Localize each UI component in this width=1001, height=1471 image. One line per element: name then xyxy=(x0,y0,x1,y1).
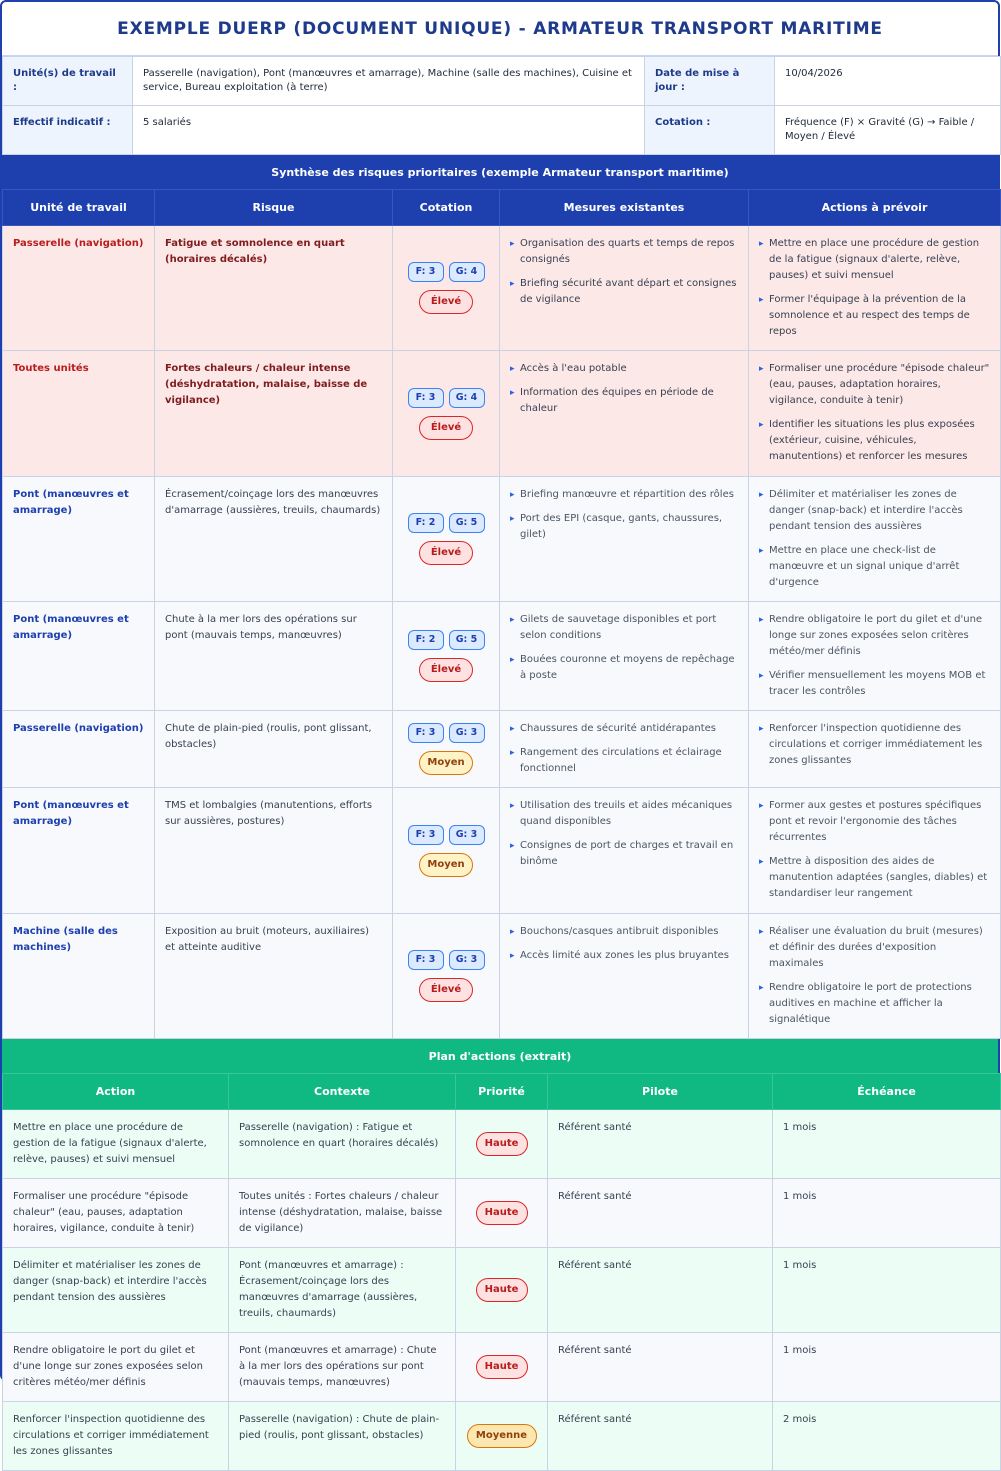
risk-description: Chute de plain-pied (roulis, pont glissant, obstacles) xyxy=(155,711,393,788)
plan-header-action: Action xyxy=(3,1074,229,1110)
risk-measures xyxy=(500,226,749,351)
risk-actions xyxy=(749,351,1001,477)
plan-deadline: 2 mois xyxy=(773,1402,1001,1471)
risk-description: Chute à la mer lors des opérations sur pont (mauvais temps, manœuvres) xyxy=(155,602,393,711)
plan-header-context: Contexte xyxy=(229,1074,456,1110)
action-item: ▸ Mettre en place une check-list de manœuvre et un signal unique d'arrêt d'urgence xyxy=(759,543,990,591)
plan-pilot: Référent santé xyxy=(548,1402,773,1471)
plan-pilot: Référent santé xyxy=(548,1248,773,1333)
effectif-label: Effectif indicatif : xyxy=(3,106,133,155)
plan-context: Passerelle (navigation) : Fatigue et somnolence en quart (horaires décalés) xyxy=(229,1110,456,1179)
frequency-chip: F: 3 xyxy=(408,950,444,970)
plan-table xyxy=(2,1073,1001,1471)
plan-context: Toutes unités : Fortes chaleurs / chaleur intense (déshydratation, malaise, baisse de vigilance) xyxy=(229,1179,456,1248)
risk-measures xyxy=(500,477,749,602)
gravity-chip: G: 4 xyxy=(449,262,485,282)
risk-cotation xyxy=(393,914,500,1039)
risk-measures xyxy=(500,351,749,477)
risk-row xyxy=(3,351,1001,477)
risk-row xyxy=(3,788,1001,914)
plan-context: Pont (manœuvres et amarrage) : Écrasement/coinçage lors des manœuvres d'amarrage (aussières, treuils, chaumards) xyxy=(229,1248,456,1333)
measure-item: ▸ Briefing sécurité avant départ et consignes de vigilance xyxy=(510,276,738,308)
risk-unit: Pont (manœuvres et amarrage) xyxy=(3,477,155,602)
priority-badge: Haute xyxy=(476,1355,528,1379)
plan-action: Renforcer l'inspection quotidienne des circulations et corriger immédiatement les zones glissantes xyxy=(3,1402,229,1471)
risk-header-unit: Unité de travail xyxy=(3,190,155,226)
plan-pilot: Référent santé xyxy=(548,1179,773,1248)
plan-action: Délimiter et matérialiser les zones de danger (snap-back) et interdire l'accès pendant tension des aussières xyxy=(3,1248,229,1333)
risk-row xyxy=(3,914,1001,1039)
risk-description: TMS et lombalgies (manutentions, efforts sur aussières, postures) xyxy=(155,788,393,914)
risk-actions xyxy=(749,477,1001,602)
risk-actions xyxy=(749,788,1001,914)
measure-item: ▸ Chaussures de sécurité antidérapantes xyxy=(510,721,738,737)
risk-actions xyxy=(749,226,1001,351)
measure-item: ▸ Accès à l'eau potable xyxy=(510,361,738,377)
risk-cotation xyxy=(393,477,500,602)
plan-row xyxy=(3,1333,1001,1402)
risk-cotation xyxy=(393,602,500,711)
frequency-chip: F: 2 xyxy=(408,513,444,533)
risk-measures xyxy=(500,711,749,788)
risk-unit: Machine (salle des machines) xyxy=(3,914,155,1039)
risk-actions xyxy=(749,711,1001,788)
action-item: ▸ Renforcer l'inspection quotidienne des circulations et corriger immédiatement les zones glissantes xyxy=(759,721,990,769)
action-item: ▸ Délimiter et matérialiser les zones de danger (snap-back) et interdire l'accès pendant tension des aussières xyxy=(759,487,990,535)
measure-item: ▸ Bouchons/casques antibruit disponibles xyxy=(510,924,738,940)
measure-item: ▸ Consignes de port de charges et travail en binôme xyxy=(510,838,738,870)
risk-description: Écrasement/coinçage lors des manœuvres d'amarrage (aussières, treuils, chaumards) xyxy=(155,477,393,602)
plan-header-deadline: Échéance xyxy=(773,1074,1001,1110)
risk-header-cotation: Cotation xyxy=(393,190,500,226)
risks-band: Synthèse des risques prioritaires (exemple Armateur transport maritime) xyxy=(2,155,998,189)
cotation-label: Cotation : xyxy=(645,106,775,155)
priority-badge: Moyenne xyxy=(467,1424,537,1448)
frequency-chip: F: 2 xyxy=(408,630,444,650)
action-item: ▸ Formaliser une procédure "épisode chaleur" (eau, pauses, adaptation horaires, vigilance, conduite à tenir) xyxy=(759,361,990,409)
frequency-chip: F: 3 xyxy=(408,388,444,408)
measure-item: ▸ Gilets de sauvetage disponibles et port selon conditions xyxy=(510,612,738,644)
gravity-chip: G: 3 xyxy=(449,723,485,743)
action-item: ▸ Vérifier mensuellement les moyens MOB et tracer les contrôles xyxy=(759,668,990,700)
risk-cotation xyxy=(393,351,500,477)
priority-badge: Haute xyxy=(476,1201,528,1225)
plan-context: Passerelle (navigation) : Chute de plain-pied (roulis, pont glissant, obstacles) xyxy=(229,1402,456,1471)
gravity-chip: G: 3 xyxy=(449,950,485,970)
risk-cotation xyxy=(393,711,500,788)
units-value: Passerelle (navigation), Pont (manœuvres et amarrage), Machine (salle des machines), Cuisine et service, Bureau exploitation (à terre) xyxy=(133,57,645,106)
action-item: ▸ Mettre à disposition des aides de manutention adaptées (sangles, diables) et standardiser leur rangement xyxy=(759,854,990,902)
measure-item: ▸ Briefing manœuvre et répartition des rôles xyxy=(510,487,738,503)
frequency-chip: F: 3 xyxy=(408,825,444,845)
measure-item: ▸ Rangement des circulations et éclairage fonctionnel xyxy=(510,745,738,777)
plan-header-priority: Priorité xyxy=(456,1074,548,1110)
risk-level-badge: Élevé xyxy=(419,658,473,682)
measure-item: ▸ Bouées couronne et moyens de repêchage à poste xyxy=(510,652,738,684)
risk-measures xyxy=(500,788,749,914)
plan-pilot: Référent santé xyxy=(548,1110,773,1179)
risk-level-badge: Élevé xyxy=(419,978,473,1002)
risk-unit: Passerelle (navigation) xyxy=(3,226,155,351)
plan-row xyxy=(3,1179,1001,1248)
risk-row xyxy=(3,602,1001,711)
plan-priority xyxy=(456,1402,548,1471)
plan-priority xyxy=(456,1110,548,1179)
gravity-chip: G: 4 xyxy=(449,388,485,408)
action-item: ▸ Former l'équipage à la prévention de la somnolence et au respect des temps de repos xyxy=(759,292,990,340)
plan-row xyxy=(3,1402,1001,1471)
risk-level-badge: Élevé xyxy=(419,541,473,565)
risk-row xyxy=(3,711,1001,788)
action-item: ▸ Réaliser une évaluation du bruit (mesures) et définir des durées d'exposition maximales xyxy=(759,924,990,972)
gravity-chip: G: 5 xyxy=(449,630,485,650)
risk-unit: Pont (manœuvres et amarrage) xyxy=(3,788,155,914)
plan-priority xyxy=(456,1333,548,1402)
priority-badge: Haute xyxy=(476,1278,528,1302)
document-title: EXEMPLE DUERP (DOCUMENT UNIQUE) - ARMATEUR TRANSPORT MARITIME xyxy=(2,2,998,56)
priority-badge: Haute xyxy=(476,1132,528,1156)
risk-unit: Toutes unités xyxy=(3,351,155,477)
risks-table xyxy=(2,189,1001,1039)
frequency-chip: F: 3 xyxy=(408,723,444,743)
plan-deadline: 1 mois xyxy=(773,1248,1001,1333)
plan-deadline: 1 mois xyxy=(773,1333,1001,1402)
plan-row xyxy=(3,1110,1001,1179)
risk-header-risk: Risque xyxy=(155,190,393,226)
risk-actions xyxy=(749,914,1001,1039)
risk-cotation xyxy=(393,226,500,351)
measure-item: ▸ Port des EPI (casque, gants, chaussures, gilet) xyxy=(510,511,738,543)
plan-action: Rendre obligatoire le port du gilet et d'une longe sur zones exposées selon critères météo/mer définis xyxy=(3,1333,229,1402)
risk-cotation xyxy=(393,788,500,914)
action-item: ▸ Mettre en place une procédure de gestion de la fatigue (signaux d'alerte, relève, pauses) et suivi mensuel xyxy=(759,236,990,284)
risk-level-badge: Élevé xyxy=(419,290,473,314)
units-label: Unité(s) de travail : xyxy=(3,57,133,106)
action-item: ▸ Rendre obligatoire le port de protections auditives en machine et afficher la signalétique xyxy=(759,980,990,1028)
plan-action: Mettre en place une procédure de gestion de la fatigue (signaux d'alerte, relève, pauses) et suivi mensuel xyxy=(3,1110,229,1179)
plan-priority xyxy=(456,1248,548,1333)
risk-unit: Passerelle (navigation) xyxy=(3,711,155,788)
plan-deadline: 1 mois xyxy=(773,1179,1001,1248)
risk-description: Exposition au bruit (moteurs, auxiliaires) et atteinte auditive xyxy=(155,914,393,1039)
risk-level-badge: Élevé xyxy=(419,416,473,440)
gravity-chip: G: 3 xyxy=(449,825,485,845)
cotation-value: Fréquence (F) × Gravité (G) → Faible / Moyen / Élevé xyxy=(775,106,1001,155)
measure-item: ▸ Organisation des quarts et temps de repos consignés xyxy=(510,236,738,268)
measure-item: ▸ Information des équipes en période de chaleur xyxy=(510,385,738,417)
risk-measures xyxy=(500,914,749,1039)
plan-priority xyxy=(456,1179,548,1248)
plan-band: Plan d'actions (extrait) xyxy=(2,1039,998,1073)
date-label: Date de mise à jour : xyxy=(645,57,775,106)
plan-header-pilot: Pilote xyxy=(548,1074,773,1110)
measure-item: ▸ Accès limité aux zones les plus bruyantes xyxy=(510,948,738,964)
info-table xyxy=(2,56,1001,155)
plan-action: Formaliser une procédure "épisode chaleur" (eau, pauses, adaptation horaires, vigilance, conduite à tenir) xyxy=(3,1179,229,1248)
frequency-chip: F: 3 xyxy=(408,262,444,282)
risk-actions xyxy=(749,602,1001,711)
plan-context: Pont (manœuvres et amarrage) : Chute à la mer lors des opérations sur pont (mauvais temps, manœuvres) xyxy=(229,1333,456,1402)
action-item: ▸ Identifier les situations les plus exposées (extérieur, cuisine, véhicules, manutentions) et renforcer les mesures xyxy=(759,417,990,465)
effectif-value: 5 salariés xyxy=(133,106,645,155)
action-item: ▸ Former aux gestes et postures spécifiques pont et revoir l'ergonomie des tâches récurrentes xyxy=(759,798,990,846)
action-item: ▸ Rendre obligatoire le port du gilet et d'une longe sur zones exposées selon critères météo/mer définis xyxy=(759,612,990,660)
measure-item: ▸ Utilisation des treuils et aides mécaniques quand disponibles xyxy=(510,798,738,830)
risk-row xyxy=(3,477,1001,602)
risk-header-actions: Actions à prévoir xyxy=(749,190,1001,226)
risk-measures xyxy=(500,602,749,711)
risk-header-measures: Mesures existantes xyxy=(500,190,749,226)
plan-pilot: Référent santé xyxy=(548,1333,773,1402)
gravity-chip: G: 5 xyxy=(449,513,485,533)
risk-description: Fortes chaleurs / chaleur intense (déshydratation, malaise, baisse de vigilance) xyxy=(155,351,393,477)
risk-level-badge: Moyen xyxy=(419,751,473,775)
risk-description: Fatigue et somnolence en quart (horaires décalés) xyxy=(155,226,393,351)
risk-level-badge: Moyen xyxy=(419,853,473,877)
date-value: 10/04/2026 xyxy=(775,57,1001,106)
plan-row xyxy=(3,1248,1001,1333)
plan-deadline: 1 mois xyxy=(773,1110,1001,1179)
risk-unit: Pont (manœuvres et amarrage) xyxy=(3,602,155,711)
risk-row xyxy=(3,226,1001,351)
